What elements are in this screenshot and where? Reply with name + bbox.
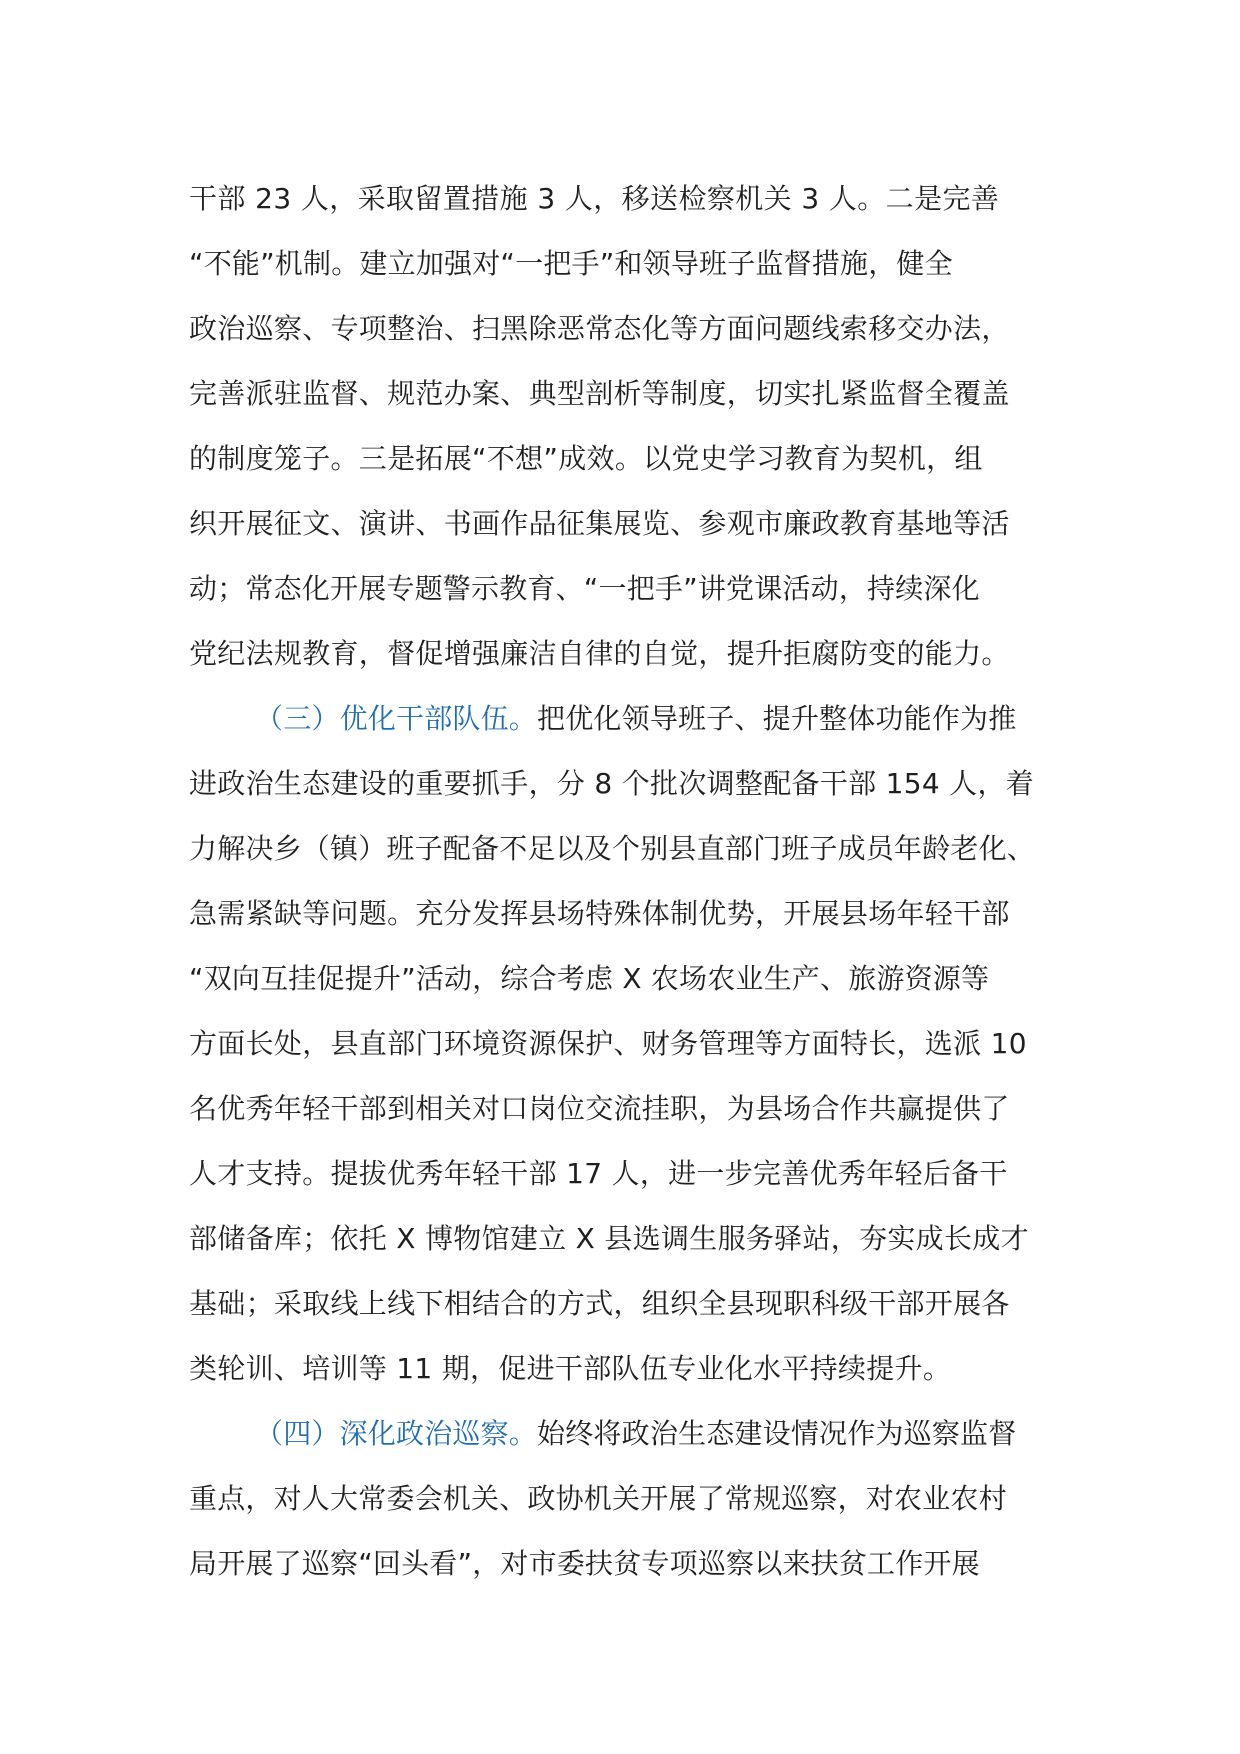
text-line: 类轮训、培训等 11 期，促进干部队伍专业化水平持续提升。 (189, 1352, 952, 1385)
text-line: 干部 23 人，采取留置措施 3 人，移送检察机关 3 人。二是完善 (189, 182, 1000, 215)
body-text (189, 166, 1059, 1596)
text-line: 完善派驻监督、规范办案、典型剖析等制度，切实扎紧监督全覆盖 (189, 377, 1010, 410)
text-line: 的制度笼子。三是拓展“不想”成效。以党史学习教育为契机，组 (189, 442, 983, 475)
text-line: 人才支持。提拔优秀年轻干部 17 人，进一步完善优秀年轻后备干 (189, 1157, 1008, 1190)
section-4-first-line (189, 1401, 1059, 1466)
text-line: “双向互挂促提升”活动，综合考虑 X 农场农业生产、旅游资源等 (189, 962, 990, 995)
text-line: 进政治生态建设的重要抓手，分 8 个批次调整配备干部 154 人，着 (189, 767, 1035, 800)
text-line: 织开展征文、演讲、书画作品征集展览、参观市廉政教育基地等活 (189, 507, 1010, 540)
section-heading: （三）优化干部队伍。 (255, 702, 538, 735)
text-line: 政治巡察、专项整治、扫黑除恶常态化等方面问题线索移交办法， (189, 312, 1010, 345)
text-line: 基础；采取线上线下相结合的方式，组织全县现职科级干部开展各 (189, 1287, 1010, 1320)
text-line: 名优秀年轻干部到相关对口岗位交流挂职，为县场合作共赢提供了 (189, 1092, 1010, 1125)
text-line: 党纪法规教育，督促增强廉洁自律的自觉，提升拒腐防变的能力。 (189, 637, 1010, 670)
text-line: 急需紧缺等问题。充分发挥县场特殊体制优势，开展县场年轻干部 (189, 897, 1010, 930)
text-line: 局开展了巡察“回头看”，对市委扶贫专项巡察以来扶贫工作开展 (189, 1547, 980, 1580)
section-text: 始终将政治生态建设情况作为巡察监督 (537, 1417, 1017, 1450)
text-line: 部储备库；依托 X 博物馆建立 X 县选调生服务驿站，夯实成长成才 (189, 1222, 1029, 1255)
section-3-first-line (189, 686, 1059, 751)
text-line: 力解决乡（镇）班子配备不足以及个别县直部门班子成员年龄老化、 (189, 832, 1036, 865)
text-line: 动；常态化开展专题警示教育、“一把手”讲党课活动，持续深化 (189, 572, 980, 605)
section-text: 把优化领导班子、提升整体功能作为推 (537, 702, 1017, 735)
text-line: 方面长处，县直部门环境资源保护、财务管理等方面特长，选派 10 (189, 1027, 1027, 1060)
text-line: 重点，对人大常委会机关、政协机关开展了常规巡察，对农业农村 (189, 1482, 1007, 1515)
section-heading: （四）深化政治巡察。 (255, 1417, 538, 1450)
text-line: “不能”机制。建立加强对“一把手”和领导班子监督措施，健全 (189, 247, 953, 280)
